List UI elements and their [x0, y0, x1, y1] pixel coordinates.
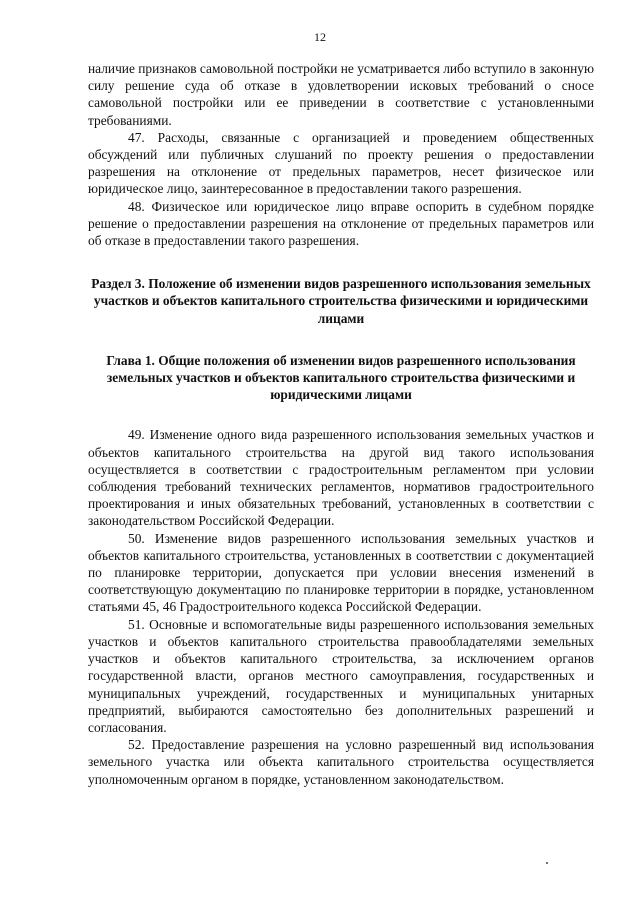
- section-heading: Раздел 3. Положение об изменении видов разрешенного использования земельных участков и объектов капитального строительства физическими и юридическими лицами: [91, 276, 591, 326]
- spacer: [88, 249, 594, 275]
- page-number: 12: [314, 30, 326, 44]
- paragraph-52: 52. Предоставление разрешения на условно разрешенный вид использования земельного участка или объекта капитального строительства осуществляется уполномоченным органом в порядке, установленном законодательством.: [88, 737, 594, 787]
- paragraph-47: 47. Расходы, связанные с организацией и проведением общественных обсуждений или публичных слушаний по проекту решения о предоставлении разрешения на отклонение от предельных параметров, несет физическое или юридическое лицо, заинтересованное в предоставлении такого разрешения.: [88, 129, 594, 197]
- paragraph-50: 50. Изменение видов разрешенного использования земельных участков и объектов капитального строительства, установленных в соответствии с документацией по планировке территории, допускается при условии внесения изменений в соответствующую документацию по планировке территории в порядке, установленном статьями 45, 46 Градостроительного кодекса Российской Федерации.: [88, 530, 594, 615]
- paragraph-continuation: наличие признаков самовольной постройки не усматривается либо вступило в законную силу решение суда об отказе в удовлетворении исковых требований о сносе самовольной постройки или ее приведении в соответствие с установленными требованиями.: [88, 61, 594, 128]
- paragraph-51: 51. Основные и вспомогательные виды разрешенного использования земельных участков и объектов капитального строительства правообладателями земельных участков и объектов капитального строительства, за исключением органов государственной власти, органов местного самоуправления, государственных и муниципальных учреждений, государственных и муниципальных унитарных предприятий, выбираются самостоятельно без дополнительных разрешений и согласования.: [88, 616, 594, 735]
- paragraph-49: 49. Изменение одного вида разрешенного использования земельных участков и объектов капитального строительства на другой вид такого использования осуществляется в соответствии с градостроительным регламентом при условии соблюдения требований технических регламентов, нормативов градостроительного проектирования и иных обязательных требований, установленных в соответствии с законодательством Российской Федерации.: [88, 427, 594, 529]
- paragraph-48: 48. Физическое или юридическое лицо вправе оспорить в судебном порядке решение о предоставлении разрешения на отклонение от предельных параметров или об отказе в предоставлении такого разрешения.: [88, 198, 594, 249]
- document-body: [88, 60, 594, 788]
- spacer: [88, 403, 594, 426]
- scan-speck: [546, 862, 548, 864]
- spacer: [88, 327, 594, 352]
- chapter-heading: Глава 1. Общие положения об изменении видов разрешенного использования земельных участков и объектов капитального строительства физическими и юридическими лицами: [106, 352, 576, 403]
